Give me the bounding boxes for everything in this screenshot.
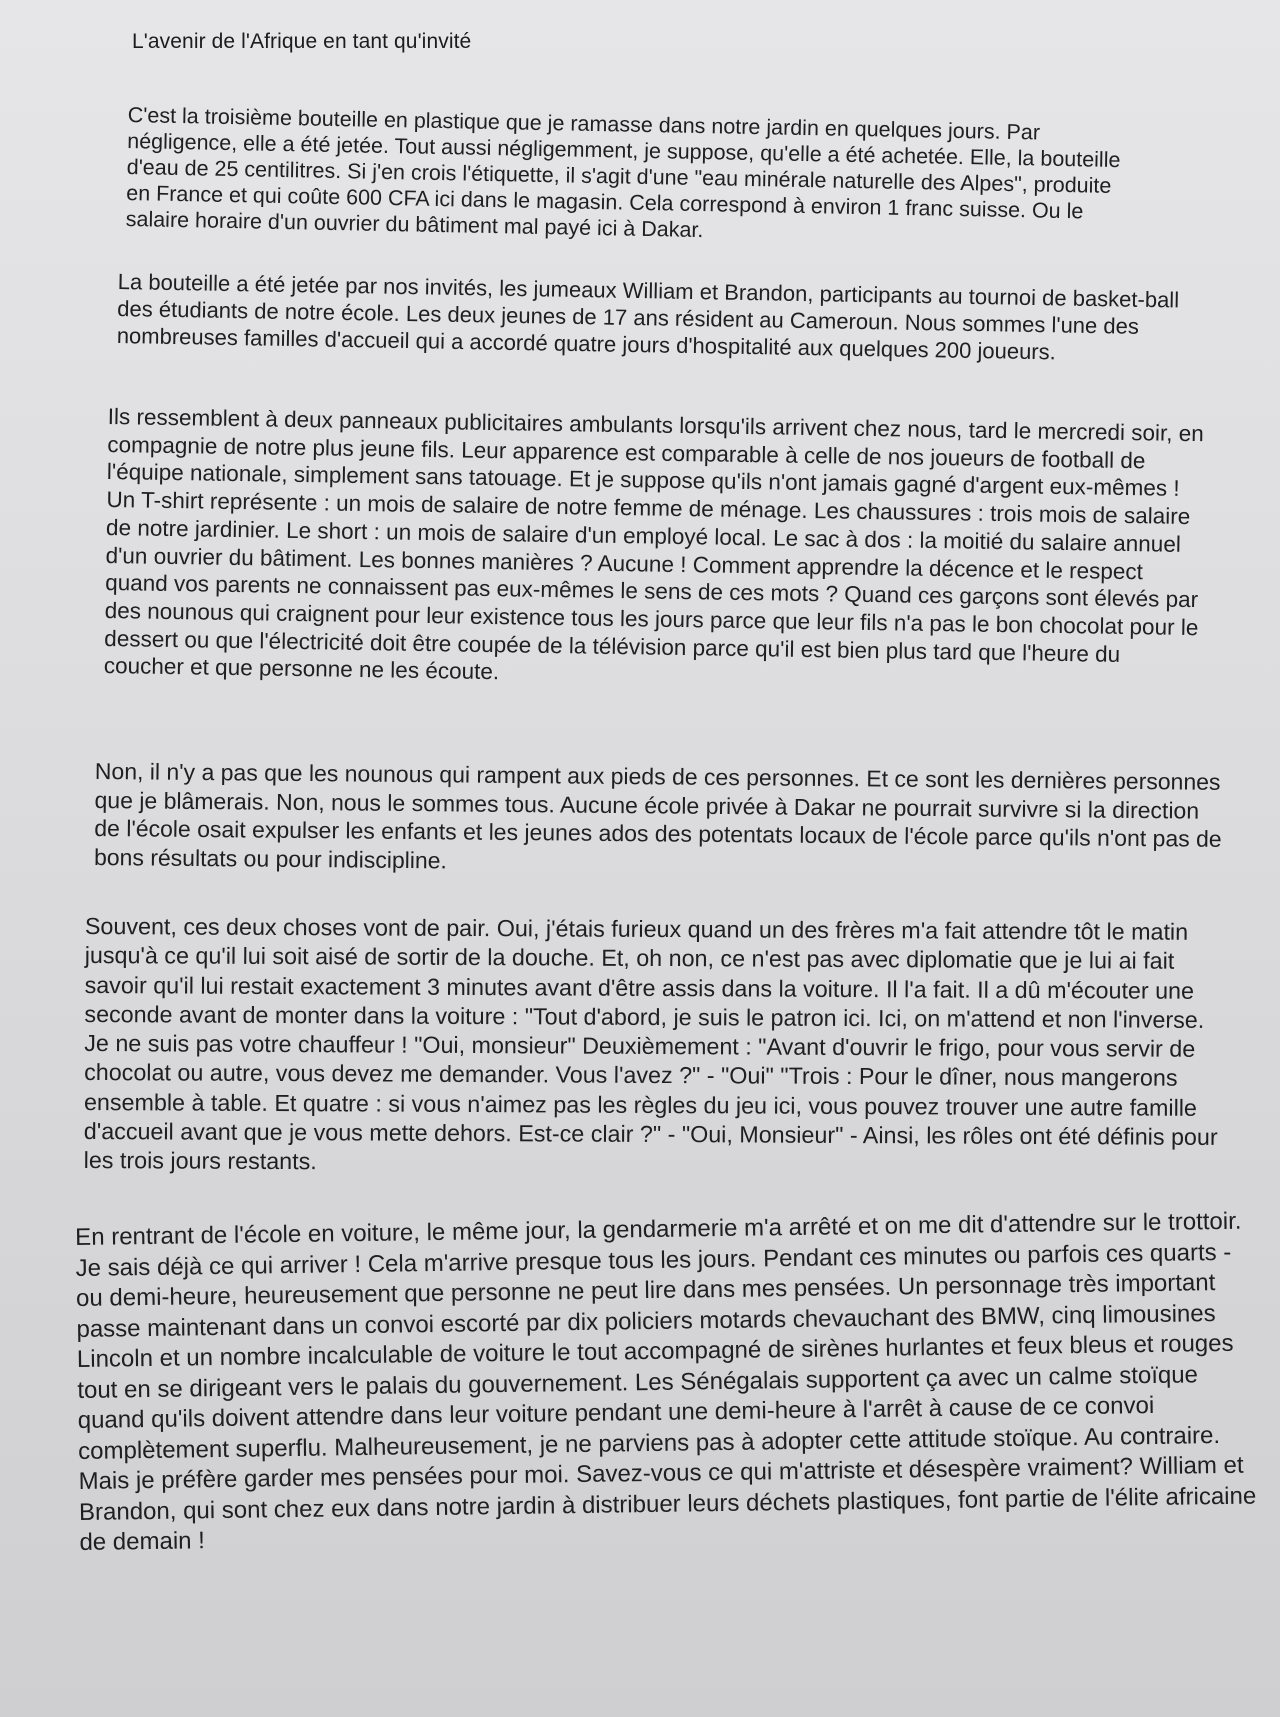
paragraph-6: En rentrant de l'école en voiture, le même jour, la gendarmerie m'a arrêté et on me dit d'attendre sur le trottoir. Je sais déjà ce qui arriver ! Cela m'arrive presque tous les jours. Pendant ces minutes ou parfois ces quarts - ou demi-heure, heureusement que personne ne peut lire dans mes pensées. Un personnage très important passe maintenant dans un convoi escorté par dix policiers motards chevauchant des BMW, cinq limousines Lincoln et un nombre incalculable de voiture le tout accompagné de sirènes hurlantes et feux bleus et rouges tout en se dirigeant vers le palais du gouvernement. Les Sénégalais supportent ça avec un calme stoïque quand qu'ils doivent attendre dans leur voiture pendant une demi-heure à l'arrêt à cause de ce convoi complètement superflu. Malheureusement, je ne parviens pas à adopter cette attitude stoïque. Au contraire. Mais je préfère garder mes pensées pour moi. Savez-vous ce qui m'attriste et désespère vraiment? William et Brandon, qui sont chez eux dans notre jardin à distribuer leurs déchets plastiques, font partie de l'élite africaine de demain ! [75, 1207, 1257, 1556]
paragraph-1: C'est la troisième bouteille en plastique que je ramasse dans notre jardin en quelques jours. Par négligence, elle a été jetée. Tout aussi négligemment, je suppose, qu'elle a été achetée. Elle, la bouteille d'eau de 25 centilitres. Si j'en crois l'étiquette, il s'agit d'une "eau minérale naturelle des Alpes", produite en France et qui coûte 600 CFA ici dans le magasin. Cela correspond à environ 1 franc suisse. Ou le salaire horaire d'un ouvrier du bâtiment mal payé ici à Dakar. [125, 102, 1121, 243]
paragraph-2: La bouteille a été jetée par nos invités, les jumeaux William et Brandon, participants au tournoi de basket-ball des étudiants de notre école. Les deux jeunes de 17 ans résident au Cameroun. Nous sommes l'une des nombreuses familles d'accueil qui a accordé quatre jours d'hospitalité aux quelques 200 joueurs. [116, 268, 1180, 365]
paragraph-5: Souvent, ces deux choses vont de pair. Oui, j'étais furieux quand un des frères m'a fait attendre tôt le matin jusqu'à ce qu'il lui soit aisé de sortir de la douche. Et, oh non, ce n'est pas avec diplomatie que je lui ai fait savoir qu'il lui restait exactement 3 minutes avant d'être assis dans la voiture. Il l'a fait. Il a dû m'écouter une seconde avant de monter dans la voiture : "Tout d'abord, je suis le patron ici. Ici, on m'attend et non l'inverse. Je ne suis pas votre chauffeur ! "Oui, monsieur" Deuxièmement : "Avant d'ouvrir le frigo, pour vous servir de chocolat ou autre, vous devez me demander. Vous l'avez ?" - "Oui" "Trois : Pour le dîner, nous mangerons ensemble à table. Et quatre : si vous n'aimez pas les règles du jeu ici, vous pouvez trouver une autre famille d'accueil avant que je vous mette dehors. Est-ce clair ?" - "Oui, Monsieur" - Ainsi, les rôles ont été définis pour les trois jours restants. [83, 913, 1218, 1175]
document-title: L'avenir de l'Afrique en tant qu'invité [132, 30, 472, 53]
paragraph-4: Non, il n'y a pas que les nounous qui rampent aux pieds de ces personnes. Et ce sont les dernières personnes que je blâmerais. Non, nous le sommes tous. Aucune école privée à Dakar ne pourrait survivre si la direction de l'école osait expulser les enfants et les jeunes ados des potentats locaux de l'école parce qu'ils n'ont pas de bons résultats ou pour indiscipline. [93, 757, 1222, 873]
paragraph-3: Ils ressemblent à deux panneaux publicitaires ambulants lorsqu'ils arrivent chez nous, tard le mercredi soir, en compagnie de notre plus jeune fils. Leur apparence est comparable à celle de nos joueurs de football de l'équipe nationale, simplement sans tatouage. Et je suppose qu'ils n'ont jamais gagné d'argent eux-mêmes ! Un T-shirt représente : un mois de salaire de notre femme de ménage. Les chaussures : trois mois de salaire de notre jardinier. Le short : un mois de salaire d'un employé local. Le sac à dos : la moitié du salaire annuel d'un ouvrier du bâtiment. Les bonnes manières ? Aucune ! Comment apprendre la décence et le respect quand vos parents ne connaissent pas eux-mêmes le sens de ces mots ? Quand ces garçons sont élevés par des nounous qui craignent pour leur existence tous les jours parce que leur fils n'a pas le bon chocolat pour le dessert ou que l'électricité doit être coupée de la télévision parce qu'il est bien plus tard que l'heure du coucher et que personne ne les écoute. [103, 403, 1204, 685]
